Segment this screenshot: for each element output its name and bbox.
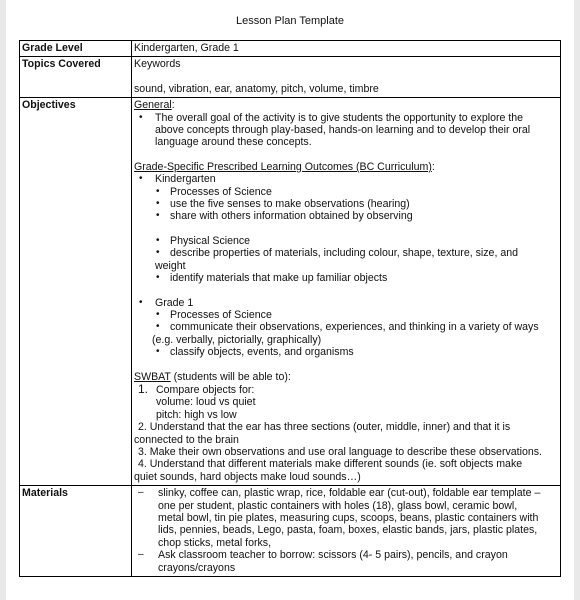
bullet-glyph: • xyxy=(156,185,160,197)
swbat-rest: (students will be able to): xyxy=(170,370,291,383)
swbat-item-4: 4. Understand that different materials make different sounds (ie. soft objects make xyxy=(138,458,523,471)
objectives-label: Objectives xyxy=(20,98,132,486)
k-item-text: use the five senses to make observations (hearing) xyxy=(170,198,410,211)
g1-item-cont: (e.g. verbally, pictorially, graphically) xyxy=(152,333,322,346)
k-phys-item xyxy=(134,247,558,259)
swbat-heading: SWBAT xyxy=(134,370,171,383)
general-line: above concepts through play-based, hands-on learning and to develop their oral xyxy=(155,124,531,137)
materials-line: one per student, plastic containers with holes (18), glass bowl, ceramic bowl, xyxy=(158,499,518,512)
k-item-text: share with others information obtained by observing xyxy=(170,210,413,223)
topics-covered-label: Topics Covered xyxy=(20,57,132,98)
materials-cell xyxy=(132,486,561,577)
k-item xyxy=(134,210,558,222)
keywords-heading: Keywords xyxy=(134,58,181,71)
swbat-sub: pitch: high vs low xyxy=(156,408,237,421)
bullet-glyph: • xyxy=(156,234,160,246)
k-item xyxy=(134,198,558,210)
materials-line: chop sticks, metal forks, xyxy=(158,536,272,549)
grade-level-label: Grade Level xyxy=(20,41,132,57)
materials-line: metal bowl, tin pie plates, measuring cups, scoops, beans, plastic containers with xyxy=(158,512,539,524)
plo-heading: Grade-Specific Prescribed Learning Outcomes (BC Curriculum) xyxy=(134,160,432,173)
bullet-glyph: • xyxy=(156,247,160,259)
bullet-glyph: • xyxy=(156,272,160,284)
general-bullet xyxy=(134,112,558,149)
swbat-sub: volume: loud vs quiet xyxy=(156,396,256,409)
general-colon: : xyxy=(171,99,175,112)
swbat-item-1 xyxy=(134,383,558,396)
bullet-glyph: • xyxy=(156,321,160,333)
bullet-glyph: • xyxy=(139,296,143,308)
dash-glyph: – xyxy=(138,487,144,499)
swbat-number: 1. xyxy=(138,381,149,396)
k-phys-text: describe properties of materials, including colour, shape, texture, size, and xyxy=(170,247,519,260)
grade1-item xyxy=(134,297,558,309)
swbat-item-2: 2. Understand that the ear has three sections (outer, middle, inner) and that it is xyxy=(138,421,511,434)
materials-item xyxy=(134,549,558,574)
g1-item-text: communicate their observations, experiences, and thinking in a variety of ways xyxy=(170,321,539,334)
materials-line: lids, pennies, beads, Lego, pasta, foam, boxes, elastic bands, jars, plastic plates, xyxy=(158,524,538,537)
bullet-glyph: • xyxy=(156,308,160,320)
g1-item-text: classify objects, events, and organisms xyxy=(170,346,354,359)
materials-item xyxy=(134,487,558,549)
k-phys-text: identify materials that make up familiar objects xyxy=(170,272,388,285)
g1-science-item xyxy=(134,309,558,321)
kindergarten-item xyxy=(134,173,558,185)
kindergarten-label: Kindergarten xyxy=(155,173,216,186)
swbat-item-4-cont: quiet sounds, hard objects make loud sounds…) xyxy=(134,470,361,483)
materials-label: Materials xyxy=(20,486,132,577)
general-heading: General xyxy=(134,99,172,112)
lesson-plan-table xyxy=(19,40,561,577)
k-physical-label: Physical Science xyxy=(170,234,251,247)
document-page xyxy=(6,0,574,600)
objectives-cell xyxy=(132,98,561,486)
materials-line: crayons/crayons xyxy=(158,561,236,574)
bullet-glyph: • xyxy=(139,173,143,185)
k-phys-cont: weight xyxy=(155,259,186,272)
bullet-glyph: • xyxy=(156,198,160,210)
g1-item xyxy=(134,321,558,333)
general-line: language around these concepts. xyxy=(155,136,312,149)
row-materials xyxy=(20,486,561,577)
dash-glyph: – xyxy=(138,549,144,561)
row-topics-covered xyxy=(20,57,561,98)
row-objectives xyxy=(20,98,561,486)
keywords-value: sound, vibration, ear, anatomy, pitch, volume, timbre xyxy=(134,82,379,95)
materials-line: Ask classroom teacher to borrow: scissors (4- 5 pairs), pencils, and crayon xyxy=(158,549,508,562)
grade-level-value: Kindergarten, Grade 1 xyxy=(132,41,561,57)
row-grade-level xyxy=(20,41,561,57)
k-science-item xyxy=(134,186,558,198)
swbat-item-3: 3. Make their own observations and use oral language to describe these observations. xyxy=(138,445,542,458)
grade1-label: Grade 1 xyxy=(155,296,194,309)
bullet-glyph: • xyxy=(156,346,160,358)
g1-science-label: Processes of Science xyxy=(170,308,272,321)
bullet-glyph: • xyxy=(139,111,143,123)
plo-colon: : xyxy=(431,160,435,173)
bullet-glyph: • xyxy=(156,210,160,222)
document-title: Lesson Plan Template xyxy=(235,15,345,27)
k-physical-item xyxy=(134,235,558,247)
k-phys-item2 xyxy=(134,272,558,284)
topics-covered-cell xyxy=(132,57,561,98)
swbat-item-2-cont: connected to the brain xyxy=(134,433,239,446)
g1-item2 xyxy=(134,346,558,358)
swbat-text: Compare objects for: xyxy=(156,383,255,396)
k-science-label: Processes of Science xyxy=(170,185,272,198)
materials-line: slinky, coffee can, plastic wrap, rice, foldable ear (cut-out), foldable ear template – xyxy=(158,487,541,500)
general-line: The overall goal of the activity is to give students the opportunity to explore the xyxy=(155,111,524,124)
